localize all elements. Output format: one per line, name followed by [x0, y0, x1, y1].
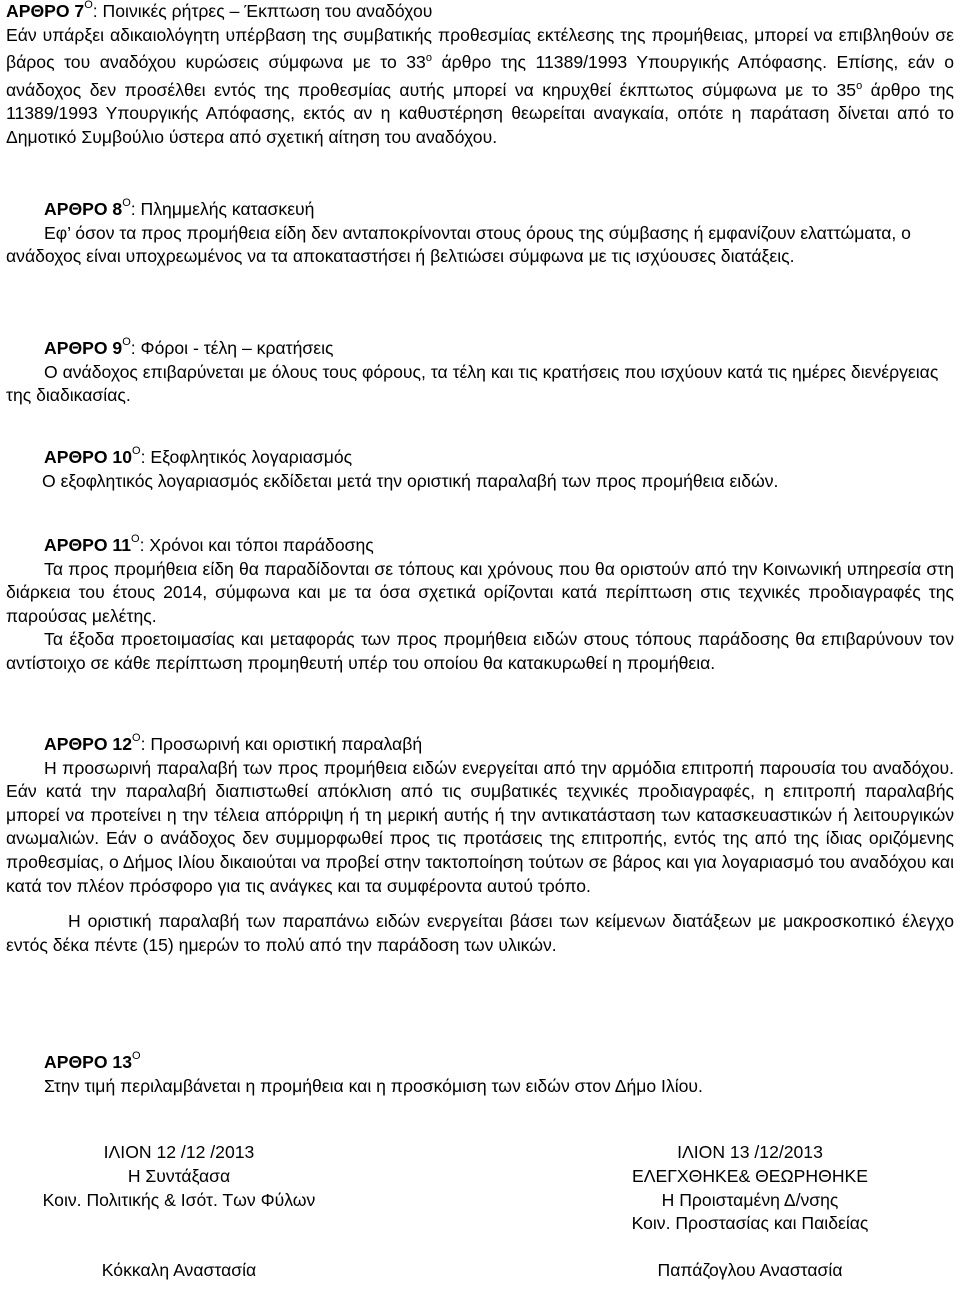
article-10-label: ΑΡΘΡΟ 10 [44, 447, 133, 467]
article-8-ordinal: Ο [122, 197, 131, 210]
signature-left-date: ΙΛΙΟΝ 12 /12 /2013 [103, 1142, 255, 1162]
article-12-paragraph-2: Η οριστική παραλαβή των παραπάνω ειδών ενεργείται βάσει των κείμενων διατάξεων με μακροσκοπικό έλεγχο εντός δέκα πέντε (15) ημερών το πολύ από την παράδοση των υλικών. [6, 911, 954, 955]
signature-right-name: Παπάζογλου Αναστασία [657, 1260, 843, 1281]
article-11-ordinal: Ο [131, 533, 140, 546]
article-7-title: : Ποινικές ρήτρες – Έκπτωση του αναδόχου [92, 1, 433, 21]
article-12-ordinal: Ο [132, 732, 141, 745]
signature-block-left [4, 1141, 354, 1283]
article-10-title: : Εξοφλητικός λογαριασμός [140, 447, 353, 467]
article-12 [6, 733, 954, 957]
article-9-ordinal: Ο [122, 336, 131, 349]
article-12-heading [6, 733, 954, 757]
signature-right-spacer [560, 1236, 940, 1259]
article-7-heading [6, 0, 954, 24]
article-7-sup-2: ο [856, 79, 863, 92]
article-13-body: Στην τιμή περιλαμβάνεται η προμήθεια και η προσκόμιση των ειδών στον Δήμο Ιλίου. [44, 1075, 703, 1096]
article-12-title: : Προσωρινή και οριστική παραλαβή [140, 734, 423, 754]
article-12-label: ΑΡΘΡΟ 12 [44, 734, 133, 754]
article-10-text: Ο εξοφλητικός λογαριασμός εκδίδεται μετά την οριστική παραλαβή των προς προμήθεια ειδών. [42, 470, 779, 491]
article-11-paragraph-2: Τα έξοδα προετοιμασίας και μεταφοράς των προς προμήθεια ειδών στους τόπους παράδοσης θα επιβαρύνουν τον αντίστοιχο σε κάθε περίπτωση προμηθευτή υπέρ του οποίου θα κατακυρωθεί η προμήθεια. [6, 629, 954, 673]
article-7-label: ΑΡΘΡΟ 7 [6, 1, 85, 21]
article-7-body [6, 24, 954, 150]
article-8-label: ΑΡΘΡΟ 8 [44, 199, 123, 219]
article-11-paragraph-1: Τα προς προμήθεια είδη θα παραδίδονται σε τόπους και χρόνους που θα οριστούν από την Κοινωνική υπηρεσία στη διάρκεια του έτους 2014, σύμφωνα και με τα όσα σχετικά ορίζονται κατά περίπτωση στις τεχνικές προδιαγραφές της παρούσας μελέτης. [6, 558, 954, 626]
signature-left-role: Η Συντάξασα [127, 1165, 231, 1186]
article-9-title: : Φόροι - τέλη – κρατήσεις [130, 338, 334, 358]
article-8 [6, 198, 954, 269]
article-13-heading [6, 1051, 954, 1075]
article-11-title: : Χρόνοι και τόποι παράδοσης [139, 535, 374, 555]
article-7-sup-1: ο [425, 52, 432, 65]
article-11-label: ΑΡΘΡΟ 11 [44, 535, 132, 555]
signature-left-name: Κόκκαλη Αναστασία [101, 1260, 257, 1281]
signature-right-role-2: Η Προισταμένη Δ/νσης [661, 1189, 839, 1210]
article-13-ordinal: Ο [132, 1050, 141, 1063]
signature-left-spacer [4, 1212, 354, 1259]
article-9-body: Ο ανάδοχος επιβαρύνεται με όλους τους φόρους, τα τέλη και τις κρατήσεις που ισχύουν κατά τις ημέρες διενέργειας της διαδικασίας. [6, 361, 939, 406]
article-8-heading [6, 198, 954, 222]
article-10 [6, 446, 954, 493]
article-7-text-1: Εάν υπάρξει αδικαιολόγητη υπέρβαση της συμβατικής προθεσμίας εκτέλεσης της προμήθειας, μπορεί να επιβληθούν σε βάρος του αναδόχου κυρώσεις σύμφωνα με το 33 [6, 24, 954, 73]
article-8-title: : Πλημμελής κατασκευή [130, 199, 315, 219]
article-8-body: Εφ’ όσον τα προς προμήθεια είδη δεν ανταποκρίνονται στους όρους της σύμβασης ή εμφανίζουν ελαττώματα, ο ανάδοχος είναι υποχρεωμένος να τα αποκαταστήσει ή βελτιώσει σύμφωνα με τις ισχύουσες διατάξεις. [6, 222, 911, 267]
article-7-ordinal: Ο [84, 0, 93, 12]
article-13-label: ΑΡΘΡΟ 13 [44, 1052, 133, 1072]
article-7 [6, 0, 954, 149]
article-7-text-2: άρθρο της 11389/1993 Υπουργικής Απόφασης. Επίσης, εάν ο ανάδοχος δεν προσέλθει εντός της προθεσμίας αυτής μπορεί να κηρυχθεί έκπτωτος σύμφωνα με το 35 [6, 52, 954, 100]
article-12-paragraph-1: Η προσωρινή παραλαβή των προς προμήθεια ειδών ενεργείται από την αρμόδια επιτροπή παρουσία του αναδόχου. Εάν κατά την παραλαβή διαπιστωθεί απόκλιση από τις συμβατικές τεχνικές προδιαγραφές, η επιτροπή παραλαβής μπορεί να προτείνει η την τέλεια απόρριψη ή τη μερική αυτής ή την αντικατάσταση των κατασκευαστικών ή λειτουργικών ανωμαλιών. Εάν ο ανάδοχος δεν συμμορφωθεί προς τις προτάσεις της επιτροπής, εντός της από της ίδιας οριζόμενης προθεσμίας, ο Δήμος Ιλίου δικαιούται να προβεί στην τακτοποίηση τούτων σε βάρος και για λογαριασμό του αναδόχου και κατά τον πλέον πρόσφορο για τις ανάγκες και τα συμφέροντα αυτού τρόπο. [6, 757, 954, 896]
article-11-heading [6, 534, 954, 558]
signature-left-department: Κοιν. Πολιτικής & Ισότ. Των Φύλων [42, 1189, 316, 1210]
article-10-ordinal: Ο [132, 445, 141, 458]
article-9-label: ΑΡΘΡΟ 9 [44, 338, 123, 358]
article-13 [6, 1051, 954, 1098]
signature-right-role: ΕΛΕΓΧΘΗΚΕ& ΘΕΩΡΗΘΗΚΕ [631, 1165, 868, 1186]
article-10-heading [6, 446, 954, 470]
article-9-heading [6, 337, 954, 361]
signature-right-date: ΙΛΙΟΝ 13 /12/2013 [677, 1142, 823, 1162]
article-10-body [0, 470, 954, 494]
article-7-text-3: άρθρο της 11389/1993 Υπουργικής Απόφασης, εκτός αν η καθυστέρηση θεωρείται αναγκαία, οπότε η παράταση δίνεται από το Δημοτικό Συμβούλιο ύστερα από σχετική αίτηση του αναδόχου. [6, 79, 955, 147]
article-9 [6, 337, 954, 408]
signature-block-right [560, 1141, 940, 1283]
signature-right-department: Κοιν. Προστασίας και Παιδείας [631, 1213, 869, 1234]
article-11 [6, 534, 954, 676]
